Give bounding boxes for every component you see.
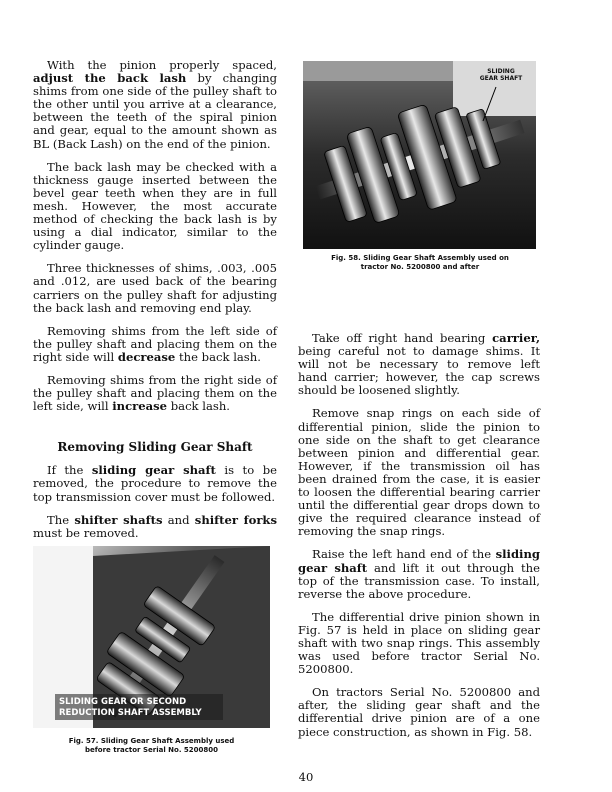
paragraph-checking-back-lash: The back lash may be checked with a thickness gauge inserted between the bevel gear teeth when they are in full mesh. However, the most accurate method of checking the back lash is by using a dial indicator, similar to the cylinder gauge. bbox=[33, 159, 277, 253]
text: Removing shims from the left side of the pulley shaft and placing them on the right side will bbox=[33, 323, 277, 364]
text: Raise the left hand end of the bbox=[312, 547, 496, 562]
paragraph-snap-rings: Remove snap rings on each side of differential pinion, slide the pinion to one side on the shaft to get clearance between pinion and differential gear. However, if the transmission oil has been drained from the case, it is easier to loosen the differential bearing carrier until the differential gear drops down to give the required clearance instead of removing the snap rings. bbox=[298, 406, 540, 539]
transmission-case-illustration bbox=[33, 546, 270, 728]
bold-term: sliding gear shaft bbox=[298, 547, 540, 575]
figure-58-label-line1: SLIDING bbox=[487, 68, 515, 75]
paragraph-adjust-back-lash bbox=[33, 59, 277, 151]
figure-57-photo bbox=[33, 546, 270, 728]
bold-term: decrease bbox=[117, 349, 176, 364]
figure-58-photo bbox=[303, 61, 536, 249]
caption-line: Fig. 57. Sliding Gear Shaft Assembly used bbox=[68, 737, 235, 745]
text: back lash. bbox=[167, 399, 230, 414]
left-column bbox=[33, 59, 277, 550]
text: is to be removed, the procedure to remove the top transmission cover must be followed. bbox=[33, 463, 277, 504]
text: by changing shims from one side of the pulley shaft to the other until you arrive at a clearance, between the teeth of the spiral pinion and gear, equal to the amount shown as BL (Back Lash) on the end of the pinion. bbox=[33, 71, 277, 151]
right-column bbox=[298, 332, 540, 749]
bold-term: shifter shafts bbox=[74, 512, 163, 527]
text: Removing shims from the right side of the pulley shaft and placing them on the left side, will bbox=[33, 372, 277, 414]
caption-line: before tractor Serial No. 5200800 bbox=[84, 746, 219, 754]
text: With the pinion properly spaced, bbox=[47, 58, 277, 72]
caption-line: Fig. 58. Sliding Gear Shaft Assembly used on bbox=[331, 254, 509, 262]
paragraph-one-piece-construction: On tractors Serial No. 5200800 and after, the sliding gear shaft and the differential drive pinion are of a one piece construction, as shown in Fig. 58. bbox=[298, 685, 540, 739]
paragraph-differential-pinion: The differential drive pinion shown in Fig. 57 is held in place on sliding gear shaft with two snap rings. This assembly was used before tractor Serial No. 5200800. bbox=[298, 609, 540, 677]
paragraph-decrease-back-lash bbox=[33, 325, 277, 364]
paragraph-shifter-removal bbox=[33, 514, 277, 540]
paragraph-remove-bearing-carrier bbox=[298, 332, 540, 397]
text: and lift it out through the top of the transmission case. To install, reverse the above procedure. bbox=[298, 560, 540, 601]
figure-57-label-line2: REDUCTION SHAFT ASSEMBLY bbox=[59, 708, 202, 718]
bold-term: increase bbox=[112, 399, 168, 414]
text: and bbox=[162, 512, 195, 527]
paragraph-raise-shaft bbox=[298, 548, 540, 600]
page-number: 40 bbox=[298, 770, 314, 784]
text: If the bbox=[47, 463, 92, 478]
text: Take off right hand bearing bbox=[312, 331, 493, 345]
figure-57-label-line1: SLIDING GEAR OR SECOND bbox=[59, 697, 187, 707]
text: being careful not to damage shims. It will not be necessary to remove left hand carrier; however, the cap screws should be loosened slightly. bbox=[298, 344, 540, 398]
figure-58-label-line2: GEAR SHAFT bbox=[479, 75, 523, 82]
bold-term: sliding gear shaft bbox=[91, 463, 216, 478]
paragraph-shim-thicknesses: Three thicknesses of shims, .003, .005 and .012, are used back of the bearing carriers on the pulley shaft for adjusting the back lash and removing end play. bbox=[33, 261, 277, 315]
figure-57-caption bbox=[30, 737, 273, 755]
gear-shaft-illustration bbox=[303, 61, 536, 249]
text: must be removed. bbox=[33, 525, 139, 540]
bold-term: shifter forks bbox=[194, 512, 277, 527]
caption-line: tractor No. 5200800 and after bbox=[360, 263, 480, 271]
text: the back lash. bbox=[175, 349, 261, 364]
figure-58-caption bbox=[300, 254, 540, 272]
bold-term: carrier, bbox=[492, 331, 540, 345]
paragraph-increase-back-lash bbox=[33, 374, 277, 413]
text: The bbox=[47, 512, 75, 527]
bold-term: adjust the back lash bbox=[33, 71, 187, 86]
section-heading: Removing Sliding Gear Shaft bbox=[57, 440, 253, 455]
paragraph-sliding-gear-removal bbox=[33, 464, 277, 503]
